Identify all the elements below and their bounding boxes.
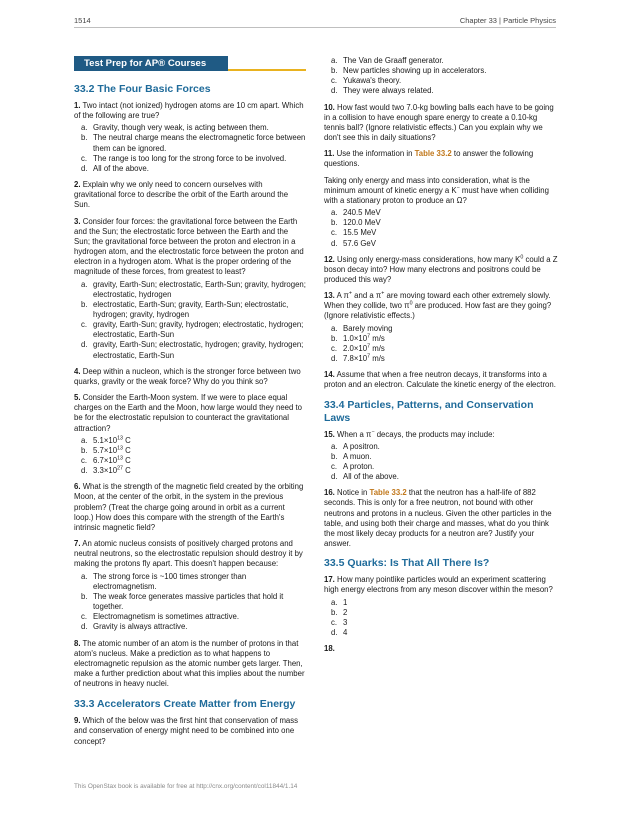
- options-q1: [74, 123, 306, 174]
- option: a. 240.5 MeV: [331, 208, 381, 218]
- options-q7: [74, 572, 306, 633]
- option: c. Electromagnetism is sometimes attractive.: [81, 612, 240, 622]
- question-7: 7. An atomic nucleus consists of positively charged protons and neutral neutrons, so the electrostatic repulsion should destroy it by making the protons fly apart. This doesn't happen because:: [74, 539, 303, 569]
- option: a. 1: [331, 597, 348, 607]
- option: d. All of the above.: [81, 163, 149, 173]
- option: a. The strong force is ~100 times stronger than electromagnetism.: [81, 571, 247, 591]
- option: a. Barely moving: [331, 323, 393, 333]
- option: d. $3.3\times 10^{27}$ C: [81, 465, 131, 476]
- test-prep-banner: [74, 56, 306, 72]
- option: d. 4: [331, 628, 348, 638]
- header-rule: [74, 27, 556, 28]
- question-3: 3. Consider four forces: the gravitational force between the Earth and the Sun; the electrostatic force between the Earth and the Sun; the gravitational force between the proton and electron in a hydrogen atom, and the electrostatic force between the proton and electron in a hydrogen atom. What is the proper ordering of the magnitude of these forces, from greatest to least?: [74, 216, 304, 277]
- question-2: 2. Explain why we only need to concern ourselves with gravitational force to describe the orbit of the Earth around the Sun.: [74, 180, 289, 210]
- option: a. A positron.: [331, 441, 380, 451]
- question-13: 13. A π+ and a π+ are moving toward each other extremely slowly. When they collide, two $\pi^0$ are produced. How fast are they going? (Ignore relativistic effects.): [324, 290, 552, 321]
- option: a. The Van de Graaff generator.: [331, 56, 444, 65]
- option: d. Gravity is always attractive.: [81, 622, 188, 632]
- left-column: [74, 56, 306, 753]
- chapter-title: Chapter 33 | Particle Physics: [459, 16, 556, 25]
- section-heading: 33.2 The Four Basic Forces: [74, 83, 211, 95]
- options-q9: [324, 56, 558, 97]
- section-heading: 33.4 Particles, Patterns, and Conservation Laws: [324, 398, 534, 424]
- option: c. Yukawa's theory.: [331, 76, 402, 86]
- question-12: 12. Using only energy-mass considerations, how many $K^0$ could a Z boson decay into? How many electrons and positrons could be produced this way?: [324, 254, 558, 284]
- question-16: 16. Notice in Table 33.2 that the neutron has a half-life of 882 seconds. This is only for a free neutron, not bound with other neutrons and protons in a nucleus. Given the other particles in the table, and using both their charge and masses, what do you think the most likely decay products for a neutron are? Justify your answer.: [324, 488, 552, 549]
- option: d. $7.8\times 10^7$ m/s: [331, 353, 385, 364]
- table-reference-link[interactable]: Table 33.2: [369, 488, 407, 498]
- option: b. 120.0 MeV: [331, 218, 381, 228]
- right-column: [324, 56, 558, 660]
- option: c. A proton.: [331, 462, 375, 471]
- question-14: 14. Assume that when a free neutron decays, it transforms into a proton and an electron. Calculate the kinetic energy of the electron.: [324, 370, 556, 390]
- table-reference-link[interactable]: Table 33.2: [414, 149, 452, 159]
- option: c. 15.5 MeV: [331, 228, 377, 238]
- option: b. electrostatic, Earth-Sun; gravity, Earth-Sun; electrostatic, hydrogen; gravity, hydrogen: [81, 299, 289, 319]
- option: b. $5.7\times 10^{13}$ C: [81, 445, 131, 455]
- question-11-prompt: Taking only energy and mass into consideration, what is the minimum amount of kinetic energy a K− must have when colliding with a stationary proton to produce an Ω?: [324, 175, 549, 205]
- option: a. gravity, Earth-Sun; electrostatic, Earth-Sun; gravity, hydrogen; electrostatic, hydrogen: [81, 279, 306, 299]
- question-6: 6. What is the strength of the magnetic field created by the orbiting Moon, at the center of the orbit, in the system in the previous problem? (Treat the charge going around in orbit as a current loop.) How does this compare with the strength of the Earth's intrinsic magnetic field?: [74, 482, 304, 532]
- option: d. All of the above.: [331, 472, 399, 482]
- option: d. 57.6 GeV: [331, 238, 376, 248]
- question-10: 10. How fast would two 7.0-kg bowling balls each have to be going in a collision to have enough spare energy to create a 0.10-kg tennis ball? (Ignore relativistic effects.) Can you explain why we don't see this in daily situations?: [324, 102, 554, 143]
- question-4: 4. Deep within a nucleon, which is the stronger force between two quarks, gravity or the weak force? Why do you think so?: [74, 366, 301, 386]
- question-9: 9. Which of the below was the first hint that conservation of mass and conservation of energy might need to be combined into one concept?: [74, 716, 299, 746]
- options-q11: [324, 208, 558, 249]
- section-heading: 33.3 Accelerators Create Matter from Energy: [74, 698, 296, 711]
- option: b. 2: [331, 607, 348, 617]
- question-11: 11. Use the information in Table 33.2 to answer the following questions.: [324, 149, 534, 169]
- page-number: 1514: [74, 16, 91, 25]
- option: d. gravity, Earth-Sun; electrostatic, hydrogen; gravity, hydrogen; electrostatic, Earth-Sun: [81, 340, 304, 360]
- options-q13: [324, 324, 558, 365]
- options-q17: [324, 598, 558, 639]
- option: b. New particles showing up in accelerators.: [331, 66, 487, 76]
- option: c. gravity, Earth-Sun; gravity, hydrogen; electrostatic, hydrogen; electrostatic, Earth-Sun: [81, 320, 304, 340]
- option: c. $6.7\times 10^{13}$ C: [81, 455, 131, 465]
- option: b. The weak force generates massive particles that hold it together.: [81, 591, 284, 612]
- options-q15: [324, 442, 558, 483]
- option: c. 3: [331, 617, 348, 627]
- option: a. Gravity, though very weak, is acting between them.: [81, 123, 269, 133]
- question-18: 18.: [324, 644, 335, 654]
- option: c. The range is too long for the strong force to be involved.: [81, 153, 287, 163]
- question-1: 1. Two intact (not ionized) hydrogen atoms are 10 cm apart. Which of the following are true?: [74, 101, 304, 121]
- question-15: 15. When a π− decays, the products may include:: [324, 428, 495, 439]
- options-q3: [74, 280, 306, 361]
- option: b. The neutral charge means the electromagnetic force between them can be ignored.: [81, 133, 306, 153]
- option: d. They were always related.: [331, 86, 434, 96]
- option: a. $5.1\times 10^{13}$ C: [81, 435, 131, 445]
- section-heading: 33.5 Quarks: Is That All There Is?: [324, 557, 490, 570]
- option: b. $1.0\times 10^7$ m/s: [331, 333, 385, 343]
- option: c. $2.0\times 10^7$ m/s: [331, 343, 385, 353]
- question-8: 8. The atomic number of an atom is the number of protons in that atom's nucleus. Make a prediction as to what happens to electromagnetic repulsion as the atomic number gets larger. Then, make a further prediction about what this implies about the number of neutrons in heavy nuclei.: [74, 638, 305, 689]
- banner-title: Test Prep for AP® Courses: [84, 58, 207, 69]
- option: b. A muon.: [331, 451, 372, 461]
- footer-note: This OpenStax book is available for free at http://cnx.org/content/col11844/1.14: [74, 783, 298, 790]
- options-q5: [74, 436, 306, 477]
- banner-underline: [228, 69, 306, 71]
- question-5: 5. Consider the Earth-Moon system. If we were to place equal charges on the Earth and the Moon, how large would they need to be for the electrostatic repulsion to counteract the gravitational attraction?: [74, 393, 302, 433]
- question-17: 17. How many pointlike particles would an experiment scattering high energy electrons from any meson discover within the meson?: [324, 575, 553, 595]
